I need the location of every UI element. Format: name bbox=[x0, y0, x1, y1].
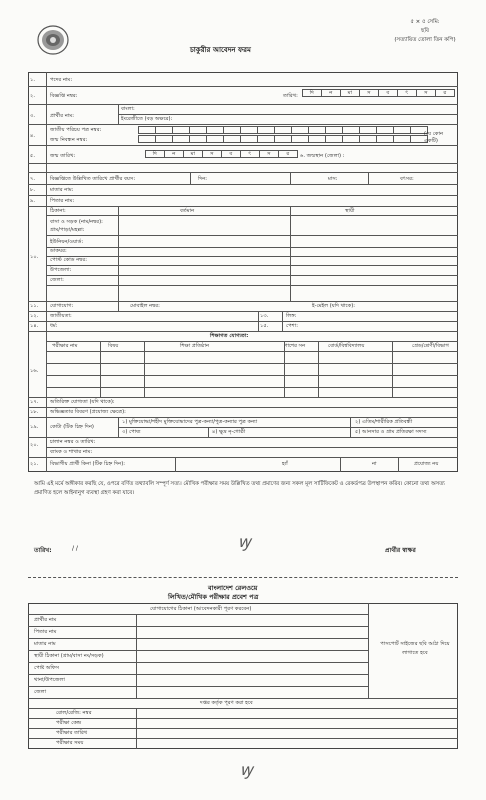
divider bbox=[46, 351, 458, 352]
divider bbox=[28, 626, 368, 627]
circ-date-box[interactable]: ন bbox=[321, 89, 341, 97]
br-boxes-box[interactable] bbox=[172, 135, 190, 143]
divider bbox=[46, 275, 458, 276]
admit-field-label: পোষ্ট অফিস bbox=[34, 665, 60, 671]
br-boxes-box[interactable] bbox=[393, 135, 411, 143]
br-boxes-box[interactable] bbox=[138, 135, 156, 143]
divider bbox=[290, 206, 291, 301]
applicant-signature-mark: ꝡ bbox=[238, 532, 251, 551]
quota-option-3[interactable]: ৩) পোষ্য bbox=[122, 429, 141, 435]
divider bbox=[318, 341, 319, 397]
address-field-label: ডাকঘর: bbox=[50, 248, 67, 254]
divider bbox=[46, 375, 458, 376]
divider bbox=[46, 256, 458, 257]
br-boxes-box[interactable] bbox=[257, 135, 275, 143]
nid-boxes-box[interactable] bbox=[138, 126, 156, 134]
br-boxes-box[interactable] bbox=[359, 135, 377, 143]
either-one-note: (যে কোন একটি) bbox=[424, 131, 444, 144]
name-bangla-label: বাংলা: bbox=[121, 106, 135, 112]
divider bbox=[28, 104, 458, 105]
divider bbox=[28, 662, 368, 663]
admit-office-field-label: পরীক্ষার তারিখ bbox=[56, 730, 88, 736]
divider bbox=[392, 341, 393, 397]
admit-field-label: মাতার নাম bbox=[34, 641, 56, 647]
admit-contact-header: যোগাযোগের ঠিকানা (আবেদনকারী পূরণ করবেন) bbox=[150, 606, 252, 612]
divider bbox=[28, 397, 458, 398]
admit-field-label: জেলা bbox=[34, 689, 47, 695]
address-field-label: উপজেলা: bbox=[50, 267, 72, 273]
address-field-label: পোস্ট কোড নম্বর: bbox=[50, 257, 87, 263]
divider bbox=[28, 674, 368, 675]
contact-label: যোগাযোগ: bbox=[50, 303, 74, 309]
admit-office-field-label: রোল/রেজি: নম্বর bbox=[56, 710, 92, 716]
admit-photo-note: পাসপোর্ট সাইজের ছবি আঠা দিয়ে লাগাতে হবে bbox=[380, 641, 450, 656]
divider bbox=[28, 195, 458, 196]
dob-boxes-box[interactable]: মা bbox=[183, 150, 203, 158]
divider bbox=[28, 145, 458, 146]
divider bbox=[46, 341, 458, 342]
address-field-label: জেলা: bbox=[50, 277, 64, 283]
bank-branch-label: ব্যাংক ও শাখার নাম: bbox=[50, 449, 93, 455]
mother-name-label: মাতার নাম: bbox=[50, 187, 74, 193]
row-12-num: ১২. bbox=[30, 313, 39, 319]
divider bbox=[28, 124, 458, 125]
nid-boxes-box[interactable] bbox=[240, 126, 258, 134]
row-11-num: ১১. bbox=[30, 303, 39, 309]
circ-date-box[interactable]: স bbox=[359, 89, 379, 97]
divider bbox=[350, 417, 351, 437]
dob-boxes-box[interactable]: র bbox=[278, 150, 298, 158]
divider bbox=[28, 206, 458, 207]
education-title: শিক্ষাগত যোগ্যতা: bbox=[210, 333, 249, 339]
dob-boxes-box[interactable]: ৎ bbox=[240, 150, 260, 158]
divider bbox=[46, 447, 458, 448]
divider bbox=[28, 650, 368, 651]
row-18-num: ১৮. bbox=[30, 409, 39, 415]
nid-boxes-box[interactable] bbox=[155, 126, 173, 134]
divider bbox=[144, 341, 145, 397]
applicant-signature-label: প্রার্থীর স্বাক্ষর bbox=[385, 547, 416, 554]
divider bbox=[46, 235, 458, 236]
divider bbox=[28, 184, 458, 185]
present-address-header: বর্তমান bbox=[180, 208, 195, 214]
row-17-num: ১৭. bbox=[30, 399, 39, 405]
row-5-num: ৫. bbox=[30, 153, 36, 159]
quota-option-4[interactable]: ৪) ক্ষুদ্র নৃ-গোষ্ঠী bbox=[212, 429, 246, 435]
divider bbox=[46, 215, 458, 216]
quota-label: কোটা (টিক চিহ্ন দিন) bbox=[50, 424, 94, 430]
row-2-num: ২. bbox=[30, 93, 36, 99]
challan-label: চালান নম্বর ও তারিখ: bbox=[50, 439, 96, 445]
divider bbox=[175, 457, 176, 472]
father-name-label: পিতার নাম: bbox=[50, 198, 75, 204]
br-boxes-box[interactable] bbox=[223, 135, 241, 143]
divider bbox=[118, 301, 119, 311]
mobile-label: মোবাইল নম্বর: bbox=[130, 303, 160, 309]
divider bbox=[28, 638, 368, 639]
divider bbox=[118, 114, 458, 115]
admit-title: লিখিত/মৌখিক পরীক্ষার প্রবেশ পত্র bbox=[168, 593, 259, 601]
declaration-text: আমি এই মর্মে অঙ্গীকার করছি যে, ওপরে বর্ণিত তথ্যাবলি সম্পূর্ণ সত্য। মৌখিক পরীক্ষার সময় উল্লিখিত তথ্য প্রমাণের জন্য সকল মূল সার্টিফিকেট ও রেকর্ডপত্র উপস্থাপন করিব। কোনো তথ্য অসত্য প্রমাণিত হলে আইনানুগ ব্যবস্থা গ্রহণ করা যাবে। bbox=[34, 481, 445, 496]
row-1-num: ১. bbox=[30, 77, 36, 83]
row-13-num: ১৩. bbox=[260, 313, 269, 319]
nid-label: জাতীয় পরিচয় পত্র নম্বর: bbox=[50, 127, 102, 133]
divider bbox=[190, 172, 191, 184]
age-day-label: দিন: bbox=[198, 176, 208, 182]
divider bbox=[28, 614, 368, 615]
br-boxes-box[interactable] bbox=[155, 135, 173, 143]
quota-option-1[interactable]: ১) মুক্তিযোদ্ধা/শহীদ মুক্তিযোদ্ধাদের পুত্র-কন্যা/পুত্র-কন্যার পুত্র কন্যা bbox=[122, 419, 258, 425]
divider bbox=[284, 341, 285, 397]
row-10-num: ১০. bbox=[30, 254, 39, 260]
divider bbox=[28, 738, 458, 739]
row-16-num: ১৬. bbox=[30, 368, 39, 374]
education-col-header: পাশের সন bbox=[284, 343, 306, 349]
divider bbox=[28, 457, 458, 458]
divider bbox=[46, 387, 458, 388]
divider bbox=[28, 708, 458, 709]
circ-date-box[interactable]: মা bbox=[340, 89, 360, 97]
form-title: চাকুরীর আবেদন ফরম bbox=[190, 46, 251, 54]
dob-label: জন্ম তারিখ: bbox=[50, 153, 76, 159]
nid-boxes-box[interactable] bbox=[291, 126, 309, 134]
birth-reg-label: জন্ম নিবন্ধন নম্বর: bbox=[50, 137, 88, 143]
br-boxes-box[interactable] bbox=[240, 135, 258, 143]
divider bbox=[28, 728, 458, 729]
education-col-header: শিক্ষা প্রতিষ্ঠান bbox=[180, 343, 210, 349]
applicant-name-label: প্রার্থীর নাম: bbox=[50, 113, 74, 119]
br-boxes-box[interactable] bbox=[274, 135, 292, 143]
nid-boxes-box[interactable] bbox=[376, 126, 394, 134]
divider bbox=[118, 206, 119, 301]
photo-label: ছবি bbox=[421, 28, 429, 34]
divider bbox=[28, 698, 458, 699]
option-not-applicable[interactable]: প্রযোজ্য নয় bbox=[414, 461, 439, 467]
nid-boxes-box[interactable] bbox=[308, 126, 326, 134]
permanent-address-header: স্থায়ী bbox=[345, 208, 355, 214]
quota-option-2[interactable]: ২) এতিম/শারীরিক প্রতিবন্ধী bbox=[355, 419, 413, 425]
divider bbox=[28, 718, 458, 719]
nationality-label: জাতীয়তা: bbox=[50, 313, 72, 319]
date-slashes: / / bbox=[72, 545, 78, 552]
divider bbox=[118, 427, 458, 428]
row-9-num: ৯. bbox=[30, 198, 36, 204]
divider bbox=[28, 163, 458, 164]
extra-qualification-label: অতিরিক্ত যোগ্যতা (যদি থাকে): bbox=[50, 399, 115, 405]
option-yes[interactable]: হ্যাঁ bbox=[282, 461, 288, 467]
admit-field-label: প্রার্থীর নাম bbox=[34, 617, 57, 623]
education-col-header: গ্রেড/শ্রেণী/বিভাগ bbox=[412, 343, 449, 349]
divider bbox=[46, 247, 458, 248]
dob-boxes-box[interactable]: ন bbox=[164, 150, 184, 158]
date-line-label: তারিখ: bbox=[34, 547, 52, 554]
admit-field-label: স্থায়ী ঠিকানা (গ্রাম/বাসা নং/সড়ক) bbox=[34, 653, 104, 659]
admit-field-label: পিতার নাম bbox=[34, 629, 57, 635]
number-column-divider bbox=[46, 72, 47, 472]
divider bbox=[28, 86, 458, 87]
religion-label: ধর্ম: bbox=[50, 323, 58, 329]
birthplace-label: ৬. জন্মস্থান (জেলা) : bbox=[300, 153, 345, 159]
row-7-num: ৭. bbox=[30, 176, 36, 182]
email-label: ই-মেইল (যদি থাকে): bbox=[312, 303, 355, 309]
address-field-label: গ্রাম/পাড়া/মহল্লা: bbox=[50, 227, 85, 233]
railway-logo bbox=[36, 24, 70, 56]
circ-date-box[interactable]: স bbox=[416, 89, 436, 97]
address-field-label: ইউনিয়ন/ওয়ার্ড: bbox=[50, 239, 84, 245]
br-boxes-box[interactable] bbox=[189, 135, 207, 143]
photo-box-header bbox=[390, 18, 460, 45]
photo-note: (সত্যায়িত তোলা তিন কপি) bbox=[394, 37, 456, 43]
cut-line bbox=[28, 577, 458, 578]
circ-date-box[interactable]: ব bbox=[378, 89, 398, 97]
departmental-candidate-label: বিভাগীয় প্রার্থী কিনা (টিক চিহ্ন দিন): bbox=[50, 461, 126, 467]
divider bbox=[28, 301, 458, 302]
nid-boxes-box[interactable] bbox=[359, 126, 377, 134]
divider bbox=[28, 417, 458, 418]
divider bbox=[290, 172, 291, 184]
nid-boxes-box[interactable] bbox=[223, 126, 241, 134]
name-english-label: ইংরেজীতে (বড় অক্ষরে): bbox=[121, 116, 173, 122]
dob-boxes-box[interactable]: স bbox=[202, 150, 222, 158]
nid-boxes-box[interactable] bbox=[189, 126, 207, 134]
bottom-signature-mark: ꝡ bbox=[240, 760, 253, 779]
nid-boxes-box[interactable] bbox=[342, 126, 360, 134]
age-label: বিজ্ঞপ্তিতে উল্লিখিত তারিখে প্রার্থীর বয়স: bbox=[50, 176, 136, 182]
circ-date-box[interactable]: ৎ bbox=[397, 89, 417, 97]
nid-boxes-box[interactable] bbox=[393, 126, 411, 134]
photo-size: ৫ × ৫ সেমি: bbox=[410, 19, 440, 25]
admit-office-field-label: পরীক্ষার সময় bbox=[56, 740, 84, 746]
row-15-num: ১৫. bbox=[260, 323, 269, 329]
br-boxes-box[interactable] bbox=[325, 135, 343, 143]
divider bbox=[208, 427, 209, 437]
divider bbox=[46, 265, 458, 266]
address-label: ঠিকানা: bbox=[50, 208, 66, 214]
age-month-label: মাস: bbox=[328, 176, 338, 182]
gender-label: লিঙ্গ: bbox=[286, 313, 297, 319]
circ-date-box[interactable]: র bbox=[435, 89, 455, 97]
divider bbox=[28, 321, 458, 322]
circular-date-label: তারিখ: bbox=[283, 93, 298, 99]
nid-boxes-box[interactable] bbox=[172, 126, 190, 134]
experience-label: অভিজ্ঞতার বিবরণ (প্রযোজ্য ক্ষেত্রে): bbox=[50, 409, 126, 415]
education-col-header: বিষয় bbox=[108, 343, 119, 349]
dob-boxes-box[interactable]: ব bbox=[221, 150, 241, 158]
circ-date-box[interactable]: দি bbox=[302, 89, 322, 97]
br-boxes-box[interactable] bbox=[291, 135, 309, 143]
nid-boxes-box[interactable] bbox=[325, 126, 343, 134]
row-19-num: ১৯. bbox=[30, 424, 39, 430]
nid-boxes-box[interactable] bbox=[206, 126, 224, 134]
divider bbox=[28, 686, 368, 687]
row-21-num: ২১. bbox=[30, 461, 39, 467]
divider bbox=[28, 437, 458, 438]
divider bbox=[28, 311, 458, 312]
divider bbox=[100, 341, 101, 397]
option-no[interactable]: না bbox=[372, 461, 377, 467]
row-4-num: ৪. bbox=[30, 133, 36, 139]
address-field-label: বাসা ও সড়ক (নাম/নম্বর): bbox=[50, 219, 103, 225]
admit-office-field-label: পরীক্ষা কেন্দ্র bbox=[56, 720, 82, 726]
divider bbox=[28, 331, 458, 332]
row-3-num: ৩. bbox=[30, 113, 36, 119]
dob-boxes-box[interactable]: স bbox=[259, 150, 279, 158]
circular-number-label: বিজ্ঞপ্তি নম্বর: bbox=[50, 93, 78, 99]
post-name-label: পদের নাম: bbox=[50, 77, 73, 83]
divider bbox=[398, 457, 399, 472]
row-8-num: ৮. bbox=[30, 187, 36, 193]
education-col-header: বোর্ড/বিশ্ববিদ্যালয় bbox=[328, 343, 365, 349]
divider bbox=[368, 603, 369, 698]
divider bbox=[28, 172, 458, 173]
br-boxes-box[interactable] bbox=[376, 135, 394, 143]
divider bbox=[46, 363, 458, 364]
row-14-num: ১৪. bbox=[30, 323, 39, 329]
nid-boxes-box[interactable] bbox=[257, 126, 275, 134]
quota-option-5[interactable]: ৫) আনসার ও গ্রাম প্রতিরক্ষা সদস্য bbox=[355, 429, 427, 435]
admit-office-header: দপ্তর কর্তৃক পূরণ করা হবে bbox=[200, 700, 253, 706]
education-col-header: পরীক্ষার নাম bbox=[52, 343, 78, 349]
admit-field-label: থানা/উপজেলা bbox=[34, 677, 65, 683]
admit-org: বাংলাদেশ রেলওয়ে bbox=[208, 584, 258, 592]
dob-boxes-box[interactable]: দি bbox=[145, 150, 165, 158]
divider bbox=[340, 457, 341, 472]
age-year-label: বৎসর: bbox=[400, 176, 414, 182]
divider bbox=[46, 285, 458, 286]
divider bbox=[28, 407, 458, 408]
row-20-num: ২০. bbox=[30, 442, 39, 448]
br-boxes-box[interactable] bbox=[342, 135, 360, 143]
br-boxes-box[interactable] bbox=[308, 135, 326, 143]
divider bbox=[368, 172, 369, 184]
br-boxes-box[interactable] bbox=[206, 135, 224, 143]
occupation-label: পেশা: bbox=[286, 323, 298, 329]
nid-boxes-box[interactable] bbox=[274, 126, 292, 134]
